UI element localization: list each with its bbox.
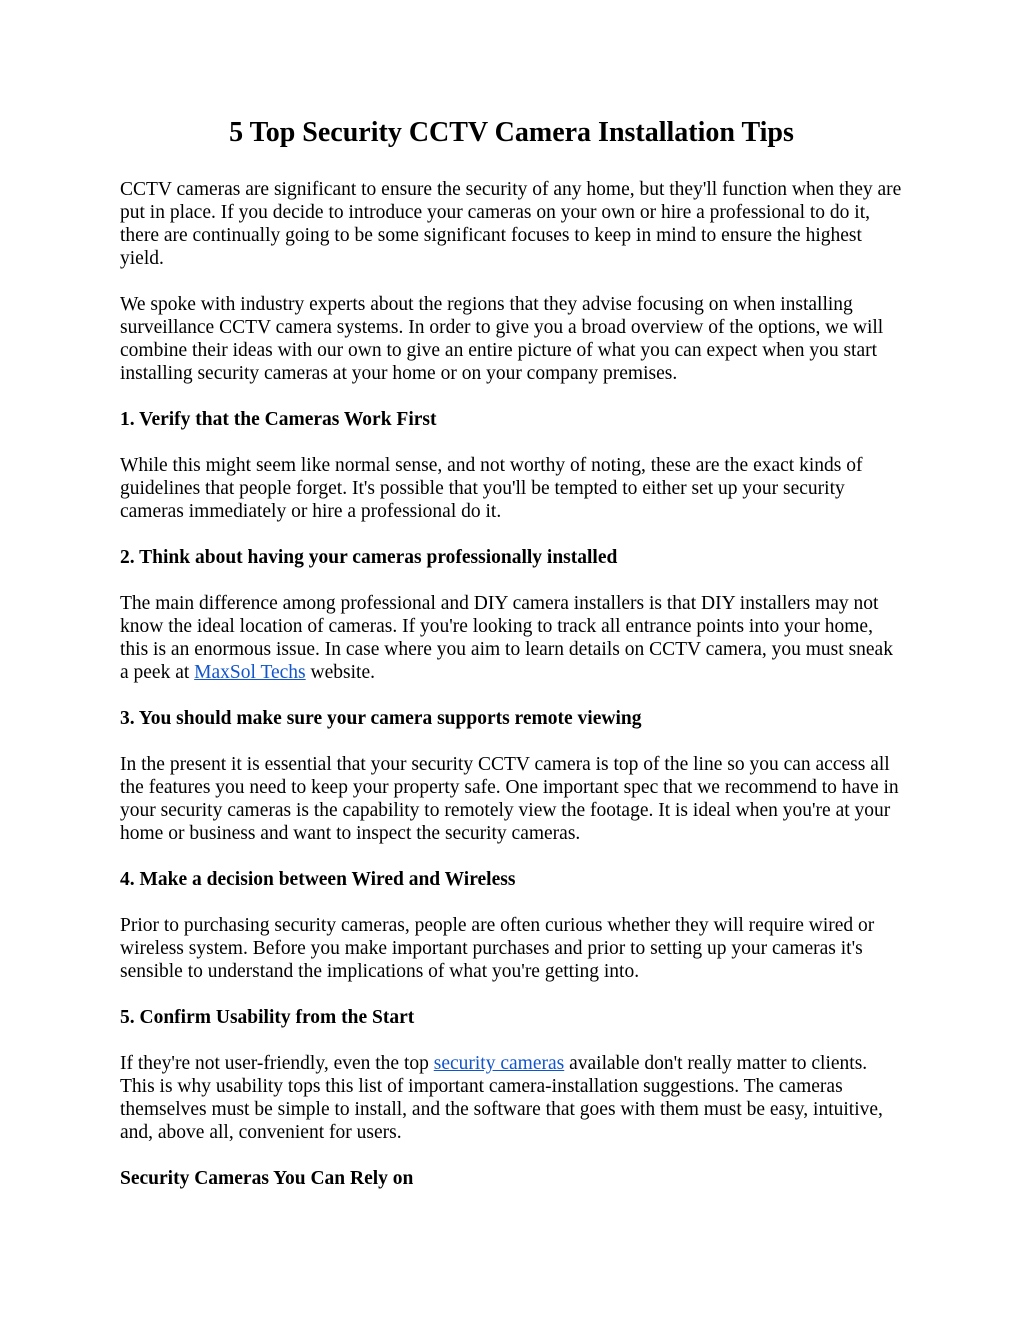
section-2-heading: 2. Think about having your cameras professionally installed (120, 547, 618, 568)
maxsol-techs-link[interactable]: MaxSol Techs (194, 662, 306, 683)
section-5-text-before-link: If they're not user-friendly, even the top (120, 1053, 434, 1074)
section-5-heading: 5. Confirm Usability from the Start (120, 1007, 415, 1028)
section-4-heading: 4. Make a decision between Wired and Wireless (120, 869, 516, 890)
section-2-text-before-link: The main difference among professional and DIY camera installers is that DIY installers may not know the ideal location of cameras. If you're looking to track all entrance points into your home, this is an enormous issue. In case where you aim to learn details on CCTV camera, you must sneak a peek at (120, 593, 893, 683)
section-1-paragraph: While this might seem like normal sense, and not worthy of noting, these are the exact kinds of guidelines that people forget. It's possible that you'll be tempted to either set up your security cameras immediately or hire a professional do it. (120, 455, 863, 522)
closing-heading: Security Cameras You Can Rely on (120, 1168, 414, 1189)
section-1-heading: 1. Verify that the Cameras Work First (120, 409, 437, 430)
section-2-paragraph (120, 592, 903, 684)
document-title: 5 Top Security CCTV Camera Installation Tips (229, 117, 794, 148)
security-cameras-link[interactable]: security cameras (433, 1053, 565, 1074)
section-2-text-after-link: website. (305, 662, 375, 683)
intro-paragraph-1: CCTV cameras are significant to ensure the security of any home, but they'll function when they are put in place. If you decide to introduce your cameras on your own or hire a professional to do it, there are continually going to be some significant focuses to keep in mind to ensure the highest yield. (120, 179, 902, 269)
section-3-heading: 3. You should make sure your camera supports remote viewing (120, 708, 642, 729)
section-5-paragraph (120, 1052, 903, 1144)
section-4-paragraph: Prior to purchasing security cameras, people are often curious whether they will require wired or wireless system. Before you make important purchases and prior to setting up your cameras it's sensible to understand the implications of what you're getting into. (120, 915, 875, 982)
intro-paragraph-2: We spoke with industry experts about the regions that they advise focusing on when installing surveillance CCTV camera systems. In order to give you a broad overview of the options, we will combine their ideas with our own to give an entire picture of what you can expect when you start installing security cameras at your home or on your company premises. (120, 294, 884, 384)
section-5-text-after-link: available don't really matter to clients. This is why usability tops this list of important camera-installation suggestions. The cameras themselves must be simple to install, and the software that goes with them must be easy, intuitive, and, above all, convenient for users. (120, 1053, 883, 1143)
section-3-paragraph: In the present it is essential that your security CCTV camera is top of the line so you can access all the features you need to keep your property safe. One important spec that we recommend to have in your security cameras is the capability to remotely view the footage. It is ideal when you're at your home or business and want to inspect the security cameras. (120, 754, 899, 844)
